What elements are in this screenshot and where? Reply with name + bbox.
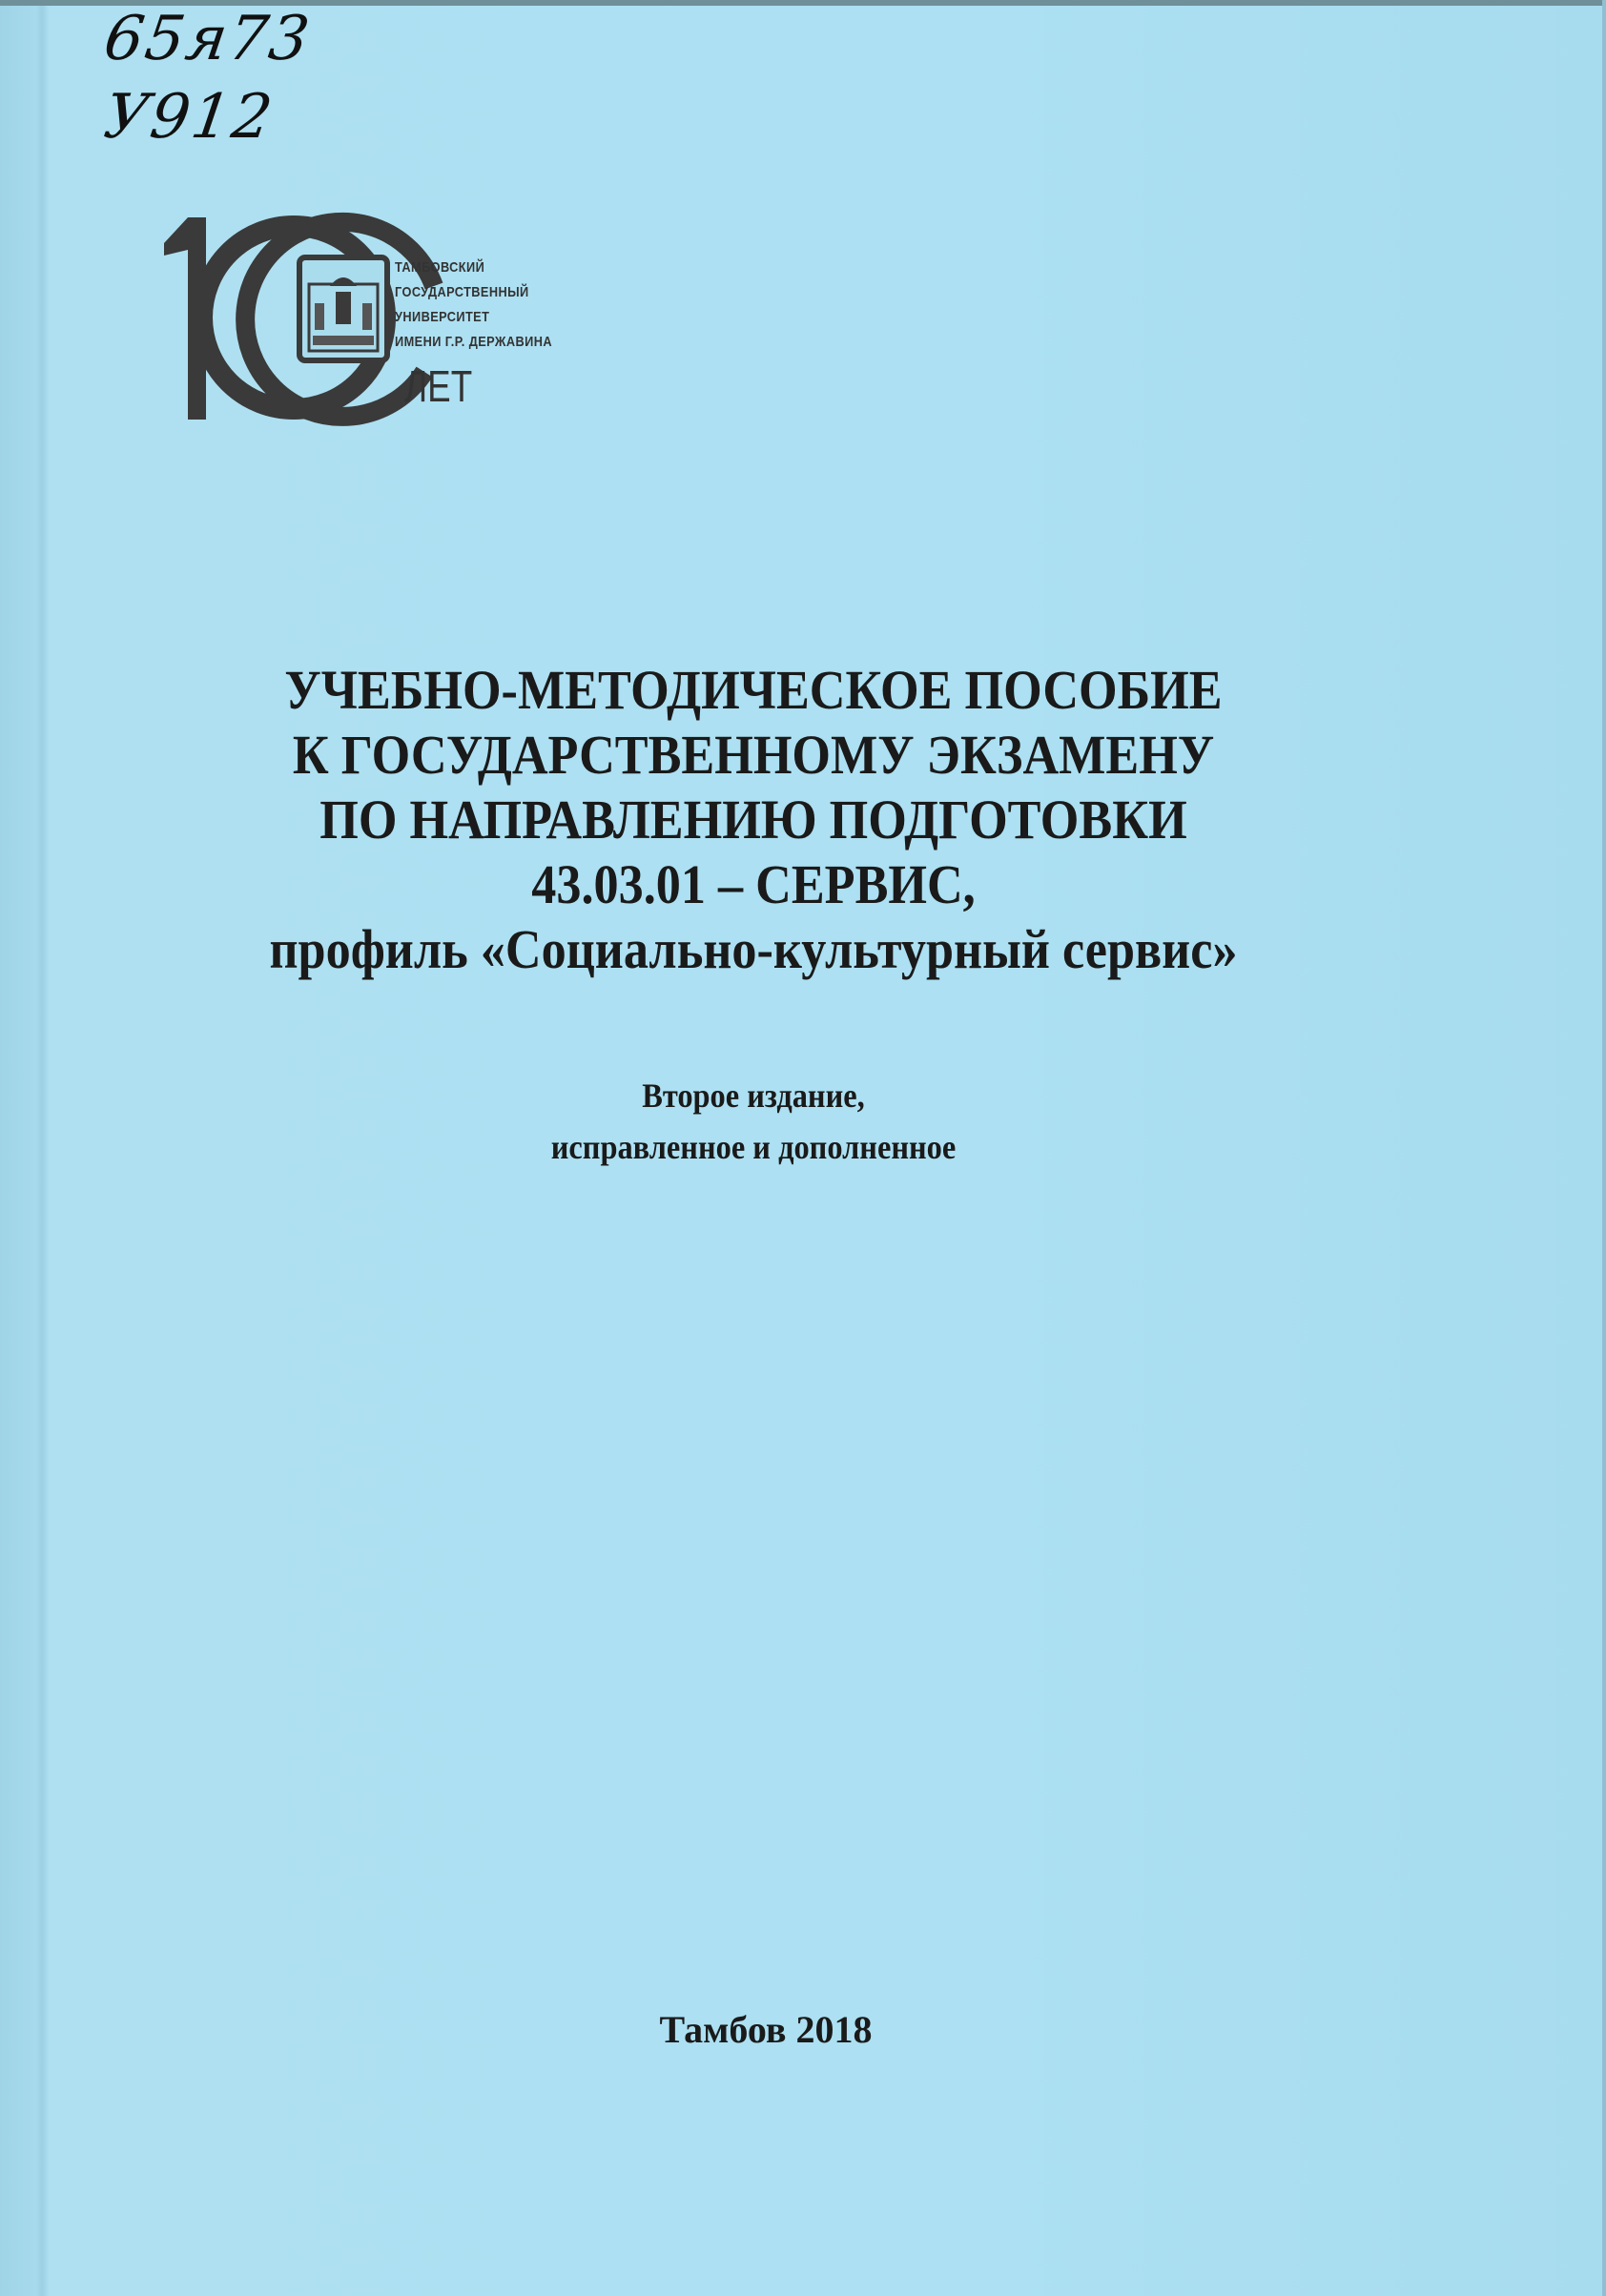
title-line: УЧЕБНО-МЕТОДИЧЕСКОЕ ПОСОБИЕ [284, 659, 1223, 721]
title-line: К ГОСУДАРСТВЕННОМУ ЭКЗАМЕНУ [292, 724, 1215, 786]
logo-text-line: ТАМБОВСКИЙ [395, 259, 485, 276]
handwritten-classification: 65я73 [99, 4, 316, 74]
university-100-years-logo [0, 0, 763, 439]
book-title [0, 658, 1507, 982]
imprint-city-year: Тамбов 2018 [659, 2008, 873, 2051]
logo-years-label: ЛЕТ [404, 361, 473, 411]
logo-graphic [0, 0, 763, 439]
logo-text-line: ИМЕНИ Г.Р. ДЕРЖАВИНА [395, 334, 553, 350]
university-building-icon [299, 257, 387, 360]
cover-right-edge [1602, 0, 1606, 2296]
title-line: ПО НАПРАВЛЕНИЮ ПОДГОТОВКИ [319, 789, 1187, 851]
logo-text-line: УНИВЕРСИТЕТ [395, 309, 490, 325]
handwritten-author-mark: У912 [99, 82, 278, 153]
edition-line: Второе издание, [642, 1076, 865, 1115]
title-line-profile: профиль «Социально-культурный сервис» [269, 918, 1238, 980]
edition-note [0, 1070, 1507, 1173]
logo-text-line: ГОСУДАРСТВЕННЫЙ [395, 284, 529, 300]
title-line: 43.03.01 – СЕРВИС, [531, 853, 976, 915]
edition-line: исправленное и дополненное [550, 1128, 957, 1166]
